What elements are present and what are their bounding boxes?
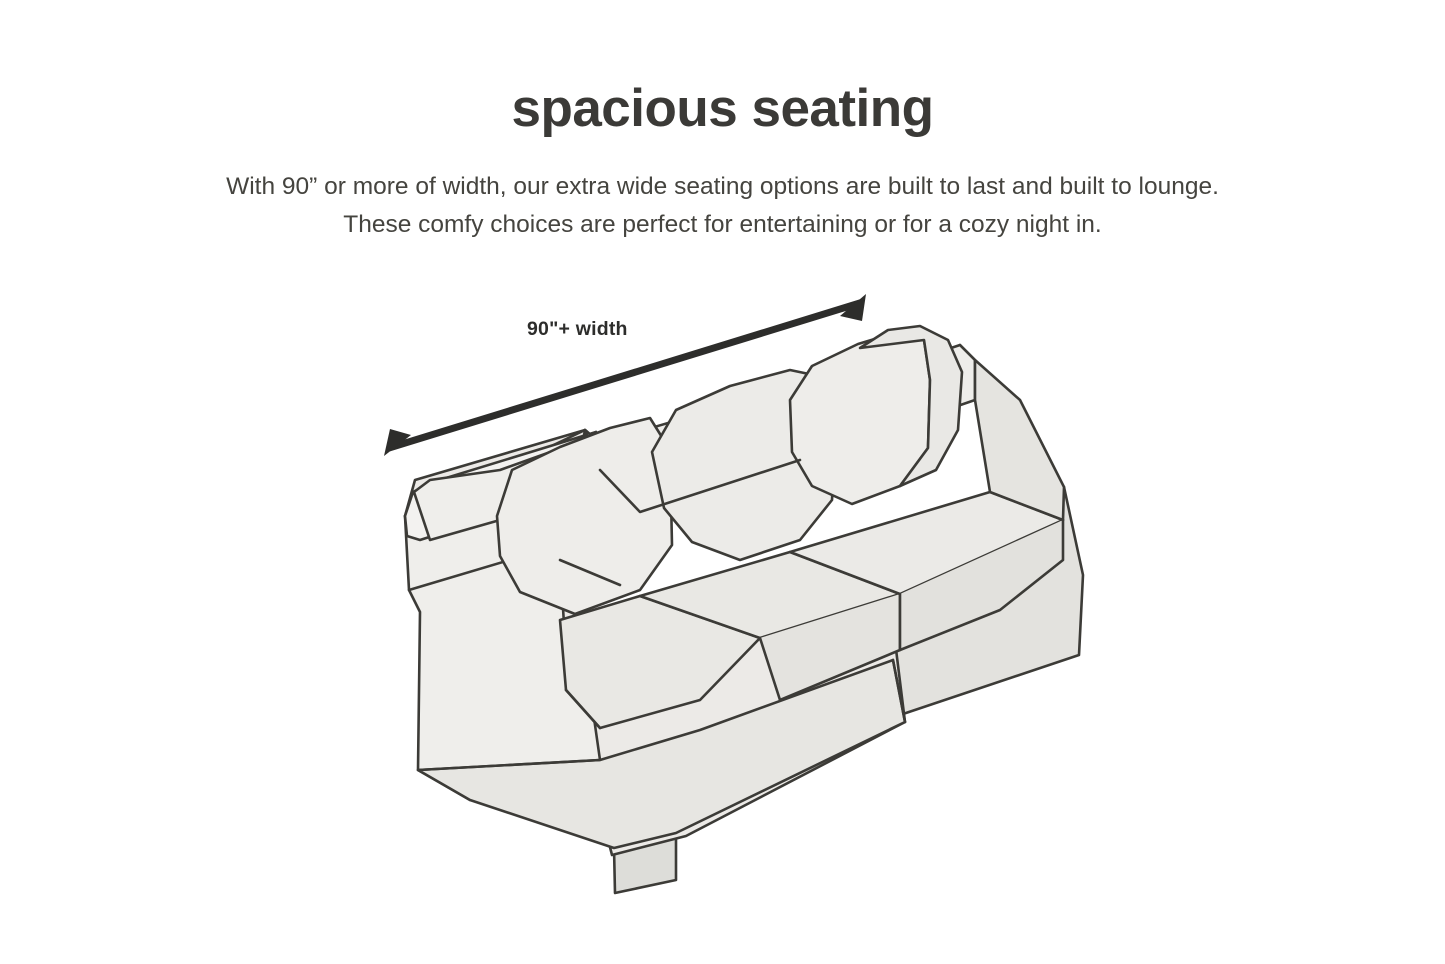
subtitle-line-2: These comfy choices are perfect for entertaining or for a cozy night in. [343,211,1102,238]
subtitle-line-1: With 90” or more of width, our extra wide seating options are built to last and built to lounge. [226,173,1219,200]
page-title: spacious seating [511,79,934,138]
dimension-label: 90"+ width [527,318,628,340]
